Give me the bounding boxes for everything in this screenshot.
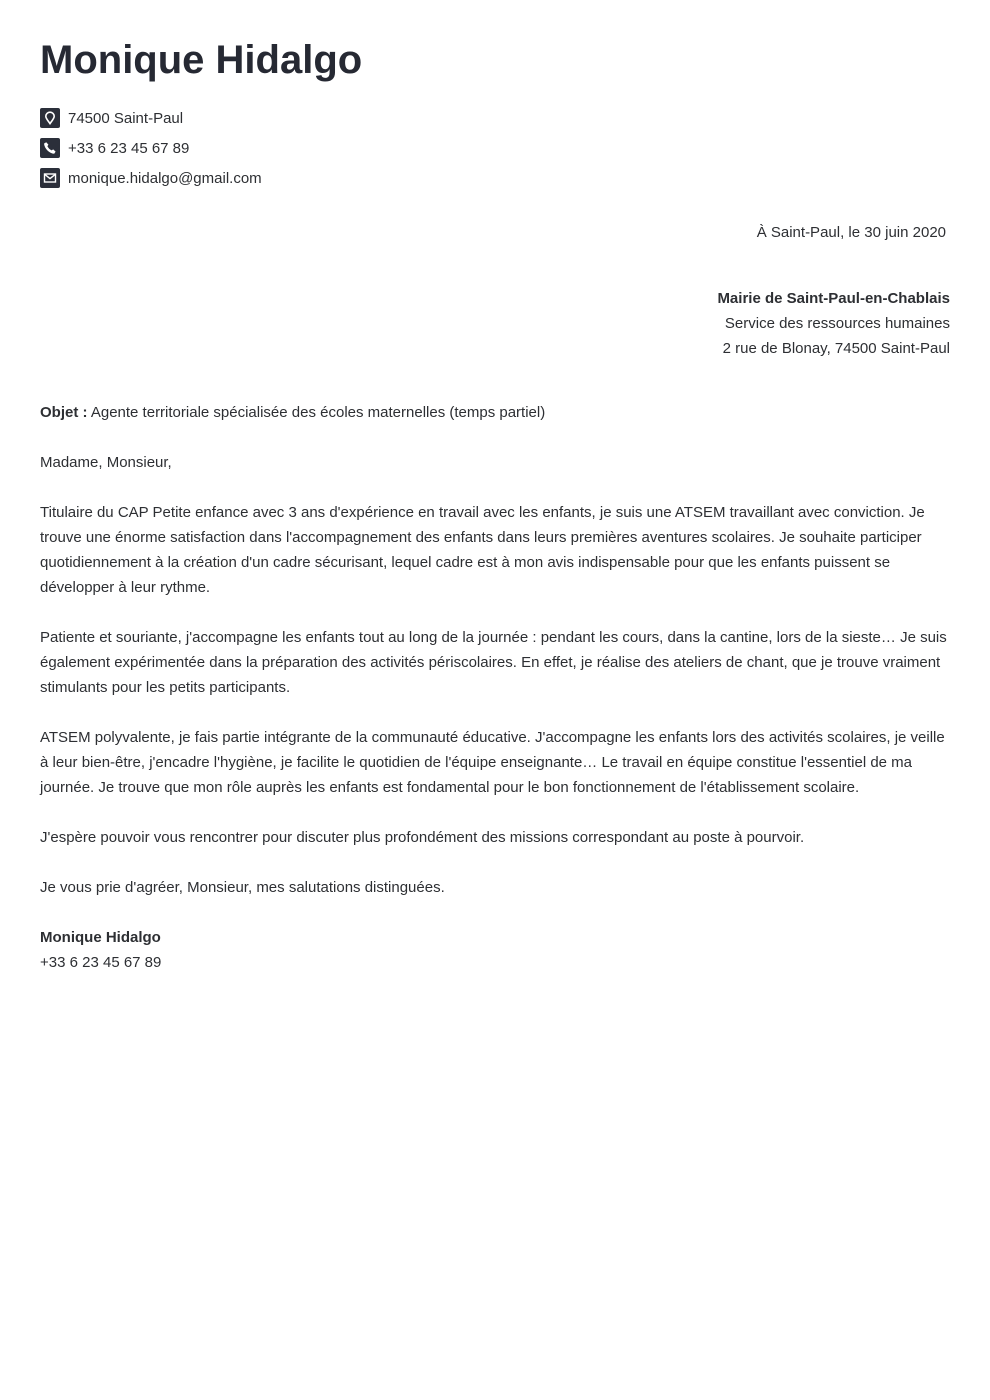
phone-icon — [40, 138, 60, 158]
signature-name: Monique Hidalgo — [40, 929, 161, 946]
contact-email-text: monique.hidalgo@gmail.com — [68, 169, 262, 187]
signature-phone: +33 6 23 45 67 89 — [40, 954, 162, 971]
letter-body — [40, 400, 952, 1000]
contact-location-text: 74500 Saint-Paul — [68, 109, 184, 127]
contact-list — [40, 106, 262, 196]
applicant-name: Monique Hidalgo — [40, 38, 363, 82]
subject-line — [40, 400, 952, 425]
contact-phone — [40, 136, 262, 160]
letter-date: À Saint-Paul, le 30 juin 2020 — [756, 224, 946, 241]
subject-label: Objet : — [40, 404, 88, 421]
recipient-address: 2 rue de Blonay, 74500 Saint-Paul — [722, 340, 950, 357]
location-pin-icon — [40, 108, 60, 128]
contact-phone-text: +33 6 23 45 67 89 — [68, 139, 190, 157]
salutation: Madame, Monsieur, — [40, 454, 172, 471]
recipient-department: Service des ressources humaines — [724, 315, 950, 332]
contact-email — [40, 166, 262, 190]
body-paragraph: ATSEM polyvalente, je fais partie intégrante de la communauté éducative. J'accompagne les enfants lors des activités scolaires, je veille à leur bien-être, j'encadre l'hygiène, je facilite le quotidien de l'équipe enseignante… Le travail en équipe constitue l'essentiel de ma journée. Je trouve que mon rôle auprès les enfants est fondamental pour le bon fonctionnement de l'établissement scolaire. — [40, 729, 945, 796]
body-paragraph: J'espère pouvoir vous rencontrer pour discuter plus profondément des missions correspondant au poste à pourvoir. — [40, 829, 805, 846]
signature-block — [40, 925, 952, 975]
body-paragraph: Titulaire du CAP Petite enfance avec 3 ans d'expérience en travail avec les enfants, je suis une ATSEM travaillant avec conviction. Je trouve une énorme satisfaction dans l'accompagnement des enfants dans leurs premières aventures scolaires. Je souhaite participer quotidiennement à la création d'un cadre sécurisant, lequel cadre est à mon avis indispensable pour que les enfants puissent se développer à leur rythme. — [40, 504, 925, 596]
contact-location — [40, 106, 262, 130]
recipient-block — [717, 286, 950, 361]
body-paragraph: Patiente et souriante, j'accompagne les enfants tout au long de la journée : pendant les cours, dans la cantine, lors de la sieste… Je suis également expérimentée dans la préparation des activités périscolaires. En effet, je réalise des ateliers de chant, que je trouve vraiment stimulants pour les petits participants. — [40, 629, 947, 696]
envelope-icon — [40, 168, 60, 188]
recipient-organization: Mairie de Saint-Paul-en-Chablais — [717, 290, 950, 307]
closing-formula: Je vous prie d'agréer, Monsieur, mes salutations distinguées. — [40, 879, 445, 896]
subject-text: Agente territoriale spécialisée des écoles maternelles (temps partiel) — [90, 404, 546, 421]
